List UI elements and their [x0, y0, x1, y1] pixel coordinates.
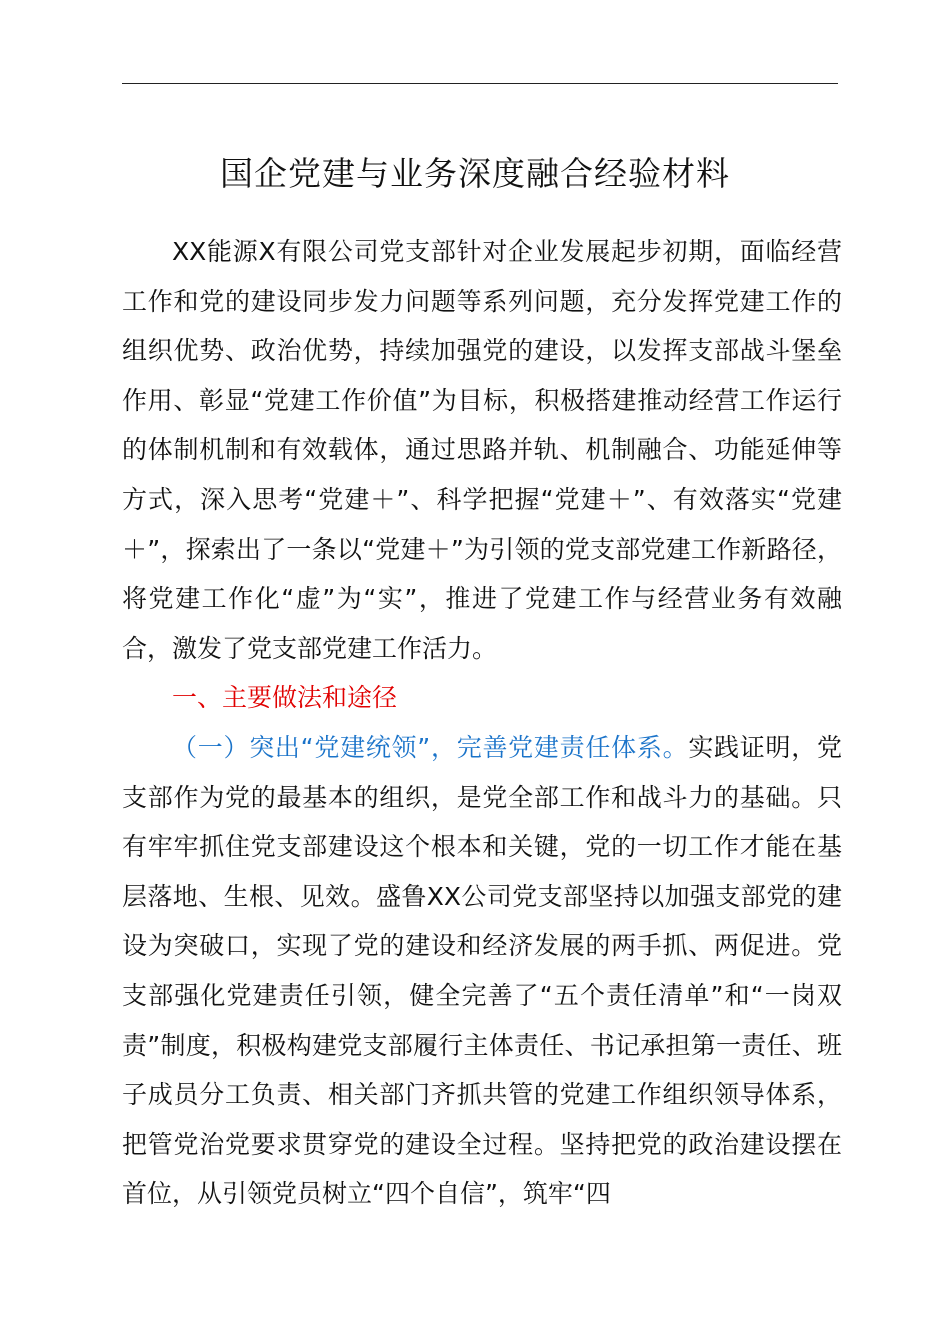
- document-title: 国企党建与业务深度融合经验材料: [220, 154, 730, 193]
- section-heading: 一、主要做法和途径: [172, 683, 398, 713]
- subsection-heading: （一）突出“党建统领”，完善党建责任体系。: [172, 732, 689, 762]
- intro-paragraph: XX能源X有限公司党支部针对企业发展起步初期，面临经营工作和党的建设同步发力问题等系列问题，充分发挥党建工作的组织优势、政治优势，持续加强党的建设，以发挥支部战斗堡垒作用、彰显“党建工作价值”为目标，积极搭建推动经营工作运行的体制机制和有效载体，通过思路并轨、机制融合、功能延伸等方式，深入思考“党建＋”、科学把握“党建＋”、有效落实“党建＋”，探索出了一条以“党建＋”为引领的党支部党建工作新路径，将党建工作化“虚”为“实”，推进了党建工作与经营业务有效融合，激发了党支部党建工作活力。: [122, 237, 842, 663]
- subsection-body: 实践证明，党支部作为党的最基本的组织，是党全部工作和战斗力的基础。只有牢牢抓住党支部建设这个根本和关键，党的一切工作才能在基层落地、生根、见效。盛鲁XX公司党支部坚持以加强支部党的建设为突破口，实现了党的建设和经济发展的两手抓、两促进。党支部强化党建责任引领，健全完善了“五个责任清单”和“一岗双责”制度，积极构建党支部履行主体责任、书记承担第一责任、班子成员分工负责、相关部门齐抓共管的党建工作组织领导体系，把管党治党要求贯穿党的建设全过程。坚持把党的政治建设摆在首位，从引领党员树立“四个自信”，筑牢“四: [122, 732, 842, 1209]
- document-body: [122, 227, 842, 1219]
- header-rule: [122, 83, 838, 84]
- subsection-paragraph: [122, 723, 842, 1219]
